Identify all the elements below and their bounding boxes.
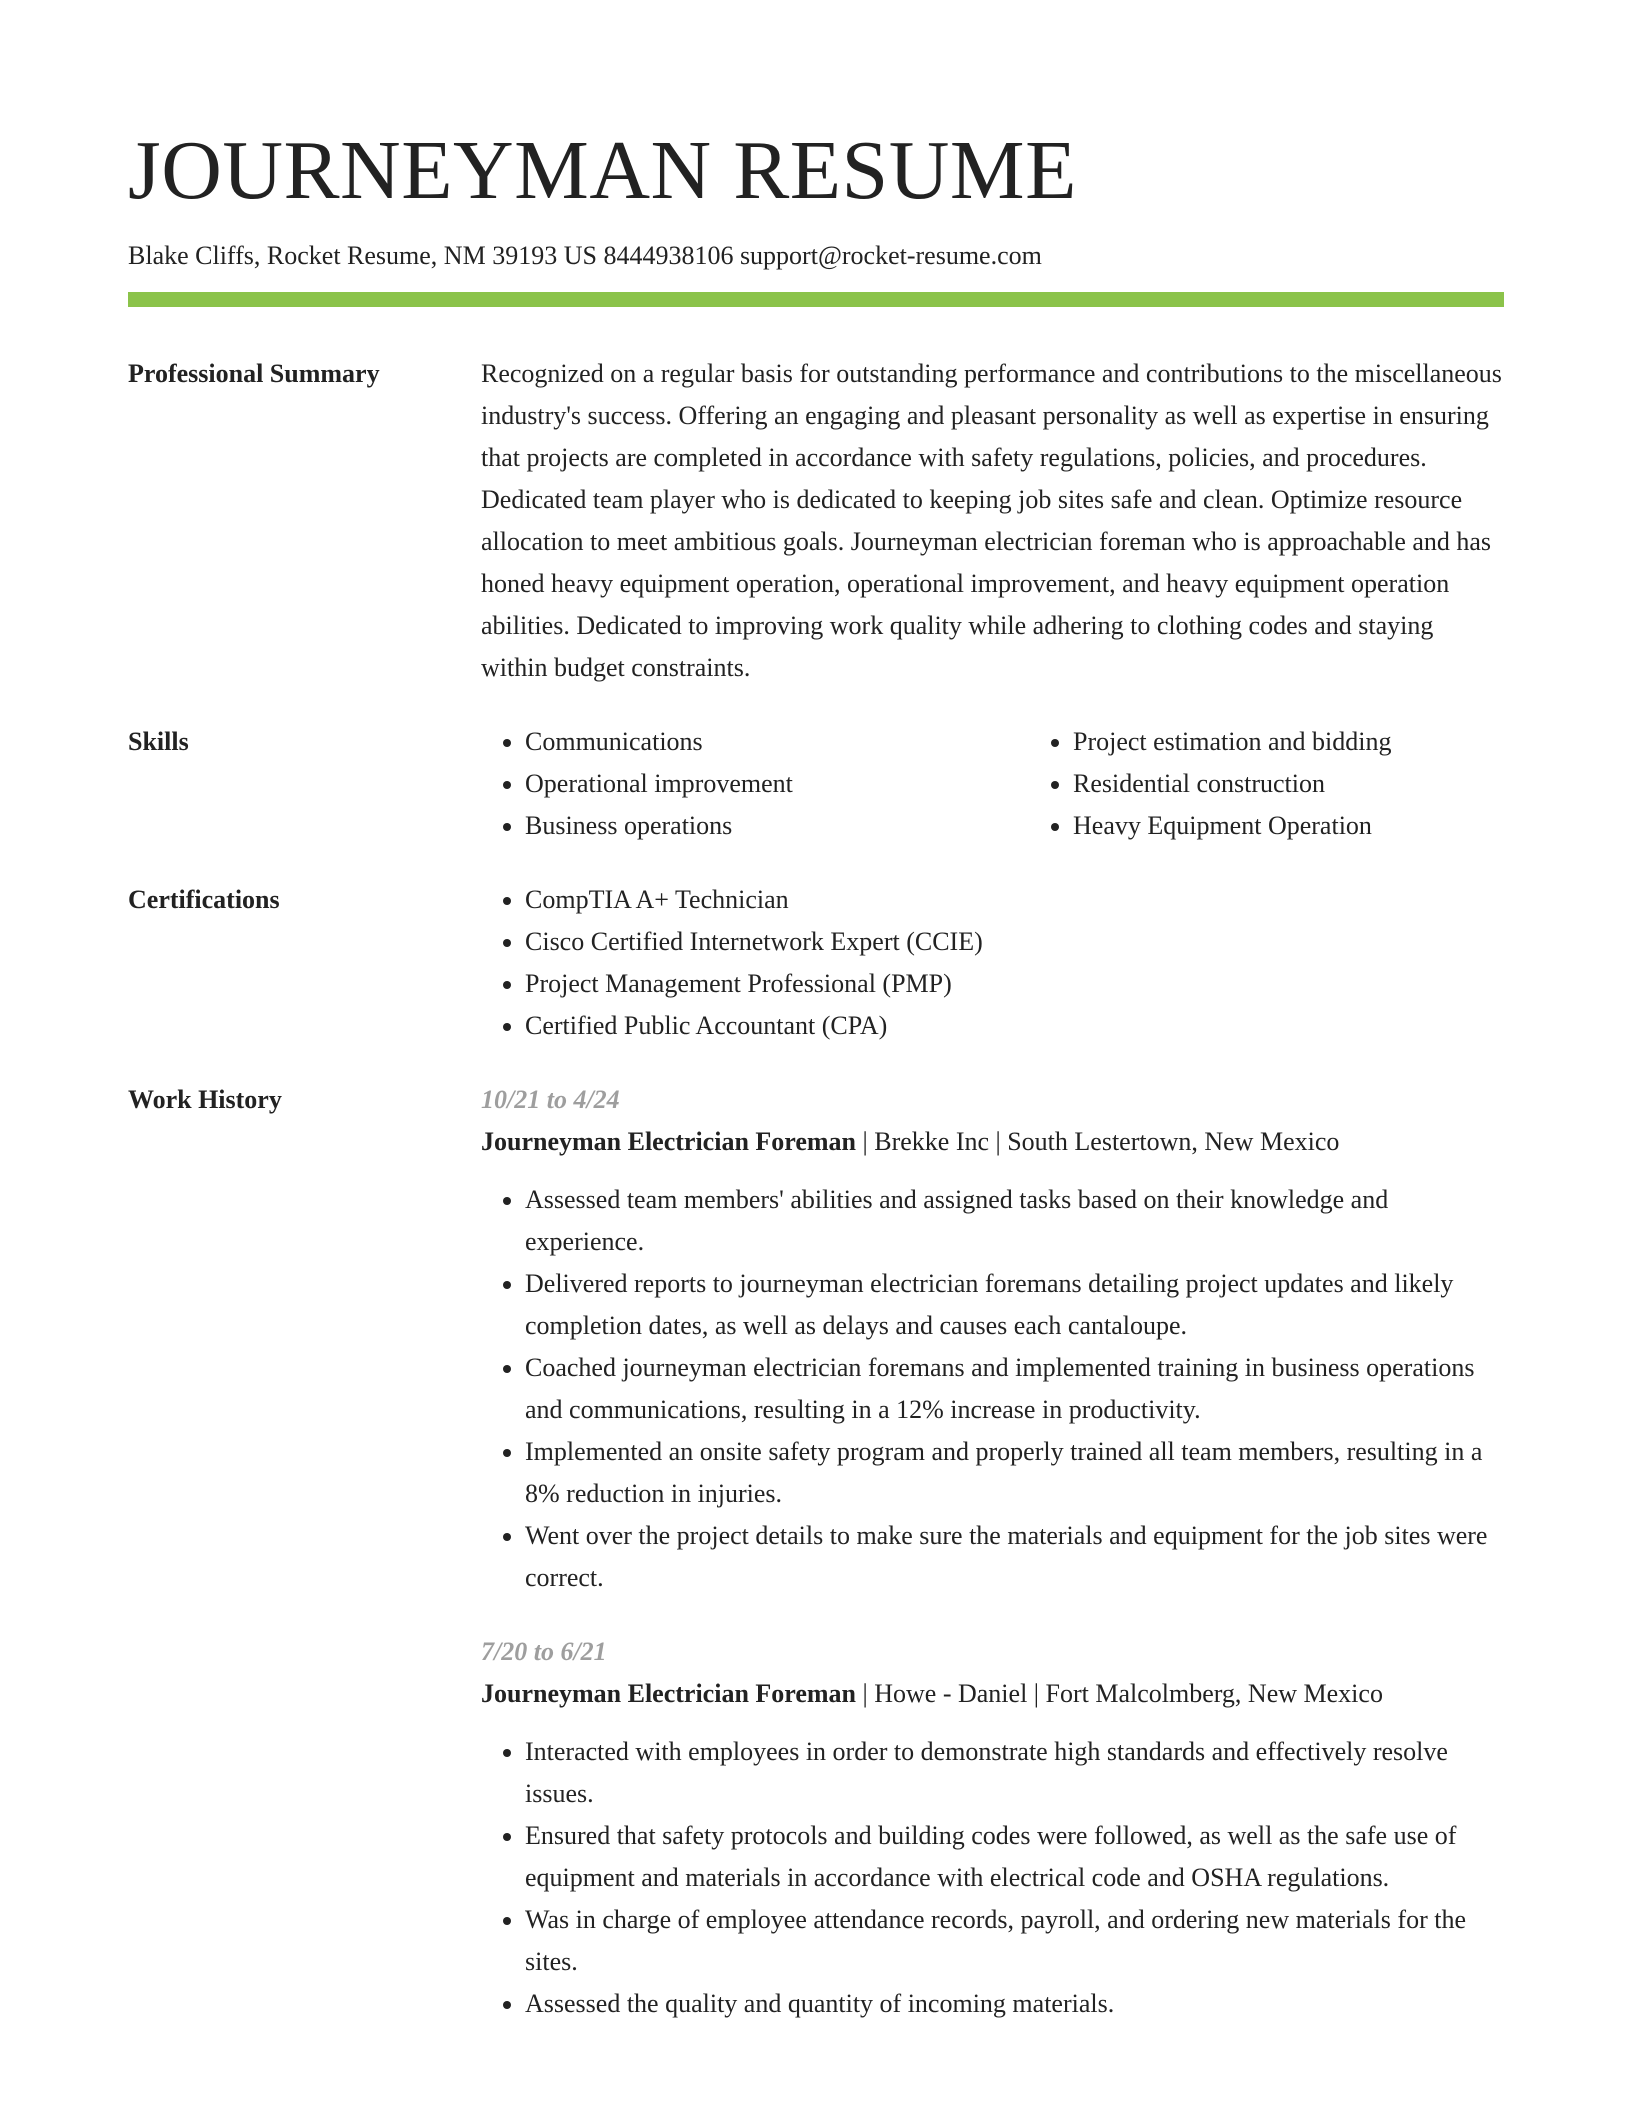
skills-body bbox=[481, 721, 1577, 847]
section-title-work-history: Work History bbox=[128, 1085, 282, 1114]
job-company-location: | Howe - Daniel | Fort Malcolmberg, New Mexico bbox=[856, 1679, 1383, 1708]
job-entry bbox=[481, 1079, 1504, 1599]
header-divider bbox=[128, 292, 1504, 307]
job-bullet: • Assessed team members' abilities and assigned tasks based on their knowledge and experience. bbox=[525, 1179, 1504, 1263]
professional-summary-section bbox=[128, 353, 1504, 689]
work-history-body bbox=[481, 1079, 1504, 2025]
job-company-location: | Brekke Inc | South Lestertown, New Mexico bbox=[856, 1127, 1340, 1156]
job-bullet: • Delivered reports to journeyman electrician foremans detailing project updates and likely completion dates, as well as delays and causes each cantaloupe. bbox=[525, 1263, 1504, 1347]
section-title-summary: Professional Summary bbox=[128, 359, 380, 388]
skill-item: • Operational improvement bbox=[525, 763, 1029, 805]
skills-grid bbox=[481, 721, 1577, 847]
certification-item: • Cisco Certified Internetwork Expert (CCIE) bbox=[525, 921, 1504, 963]
skill-item: • Heavy Equipment Operation bbox=[1073, 805, 1577, 847]
job-bullets bbox=[481, 1731, 1504, 2025]
job-bullet: • Assessed the quality and quantity of incoming materials. bbox=[525, 1983, 1504, 2025]
certification-item: • Certified Public Accountant (CPA) bbox=[525, 1005, 1504, 1047]
skill-item: • Residential construction bbox=[1073, 763, 1577, 805]
certification-item: • CompTIA A+ Technician bbox=[525, 879, 1504, 921]
job-bullet: • Went over the project details to make sure the materials and equipment for the job sites were correct. bbox=[525, 1515, 1504, 1599]
certifications-section bbox=[128, 879, 1504, 1047]
certifications-list bbox=[481, 879, 1504, 1047]
job-bullet: • Interacted with employees in order to demonstrate high standards and effectively resolve issues. bbox=[525, 1731, 1504, 1815]
skills-section bbox=[128, 721, 1504, 847]
skills-list-right bbox=[1029, 721, 1577, 847]
skill-item: • Business operations bbox=[525, 805, 1029, 847]
work-history-section bbox=[128, 1079, 1504, 2025]
certification-item: • Project Management Professional (PMP) bbox=[525, 963, 1504, 1005]
summary-text: Recognized on a regular basis for outstanding performance and contributions to the miscellaneous industry's success. Offering an engaging and pleasant personality as well as expertise in ensuring that projects are completed in accordance with safety regulations, policies, and procedures. Dedicated team player who is dedicated to keeping job sites safe and clean. Optimize resource allocation to meet ambitious goals. Journeyman electrician foreman who is approachable and has honed heavy equipment operation, operational improvement, and heavy equipment operation abilities. Dedicated to improving work quality while adhering to clothing codes and staying within budget constraints. bbox=[481, 359, 1502, 682]
contact-line: Blake Cliffs, Rocket Resume, NM 39193 US 8444938106 support@rocket-resume.com bbox=[128, 241, 1042, 270]
section-title-certifications: Certifications bbox=[128, 885, 280, 914]
job-dates: 10/21 to 4/24 bbox=[481, 1085, 620, 1114]
resume-title: JOURNEYMAN RESUME bbox=[128, 124, 1077, 217]
skills-list-left bbox=[481, 721, 1029, 847]
job-title: Journeyman Electrician Foreman bbox=[481, 1127, 857, 1156]
job-bullet: • Ensured that safety protocols and building codes were followed, as well as the safe use of equipment and materials in accordance with electrical code and OSHA regulations. bbox=[525, 1815, 1504, 1899]
job-bullet: • Was in charge of employee attendance records, payroll, and ordering new materials for the sites. bbox=[525, 1899, 1504, 1983]
job-bullets bbox=[481, 1179, 1504, 1599]
job-entry bbox=[481, 1631, 1504, 2025]
summary-body bbox=[481, 353, 1504, 689]
job-heading bbox=[481, 1673, 1504, 1715]
section-title-skills: Skills bbox=[128, 727, 189, 756]
job-heading bbox=[481, 1121, 1504, 1163]
job-bullet: • Coached journeyman electrician foremans and implemented training in business operations and communications, resulting in a 12% increase in productivity. bbox=[525, 1347, 1504, 1431]
job-bullet: • Implemented an onsite safety program and properly trained all team members, resulting in a 8% reduction in injuries. bbox=[525, 1431, 1504, 1515]
skill-item: • Project estimation and bidding bbox=[1073, 721, 1577, 763]
skill-item: • Communications bbox=[525, 721, 1029, 763]
job-dates: 7/20 to 6/21 bbox=[481, 1637, 607, 1666]
certifications-body bbox=[481, 879, 1504, 1047]
job-title: Journeyman Electrician Foreman bbox=[481, 1679, 857, 1708]
